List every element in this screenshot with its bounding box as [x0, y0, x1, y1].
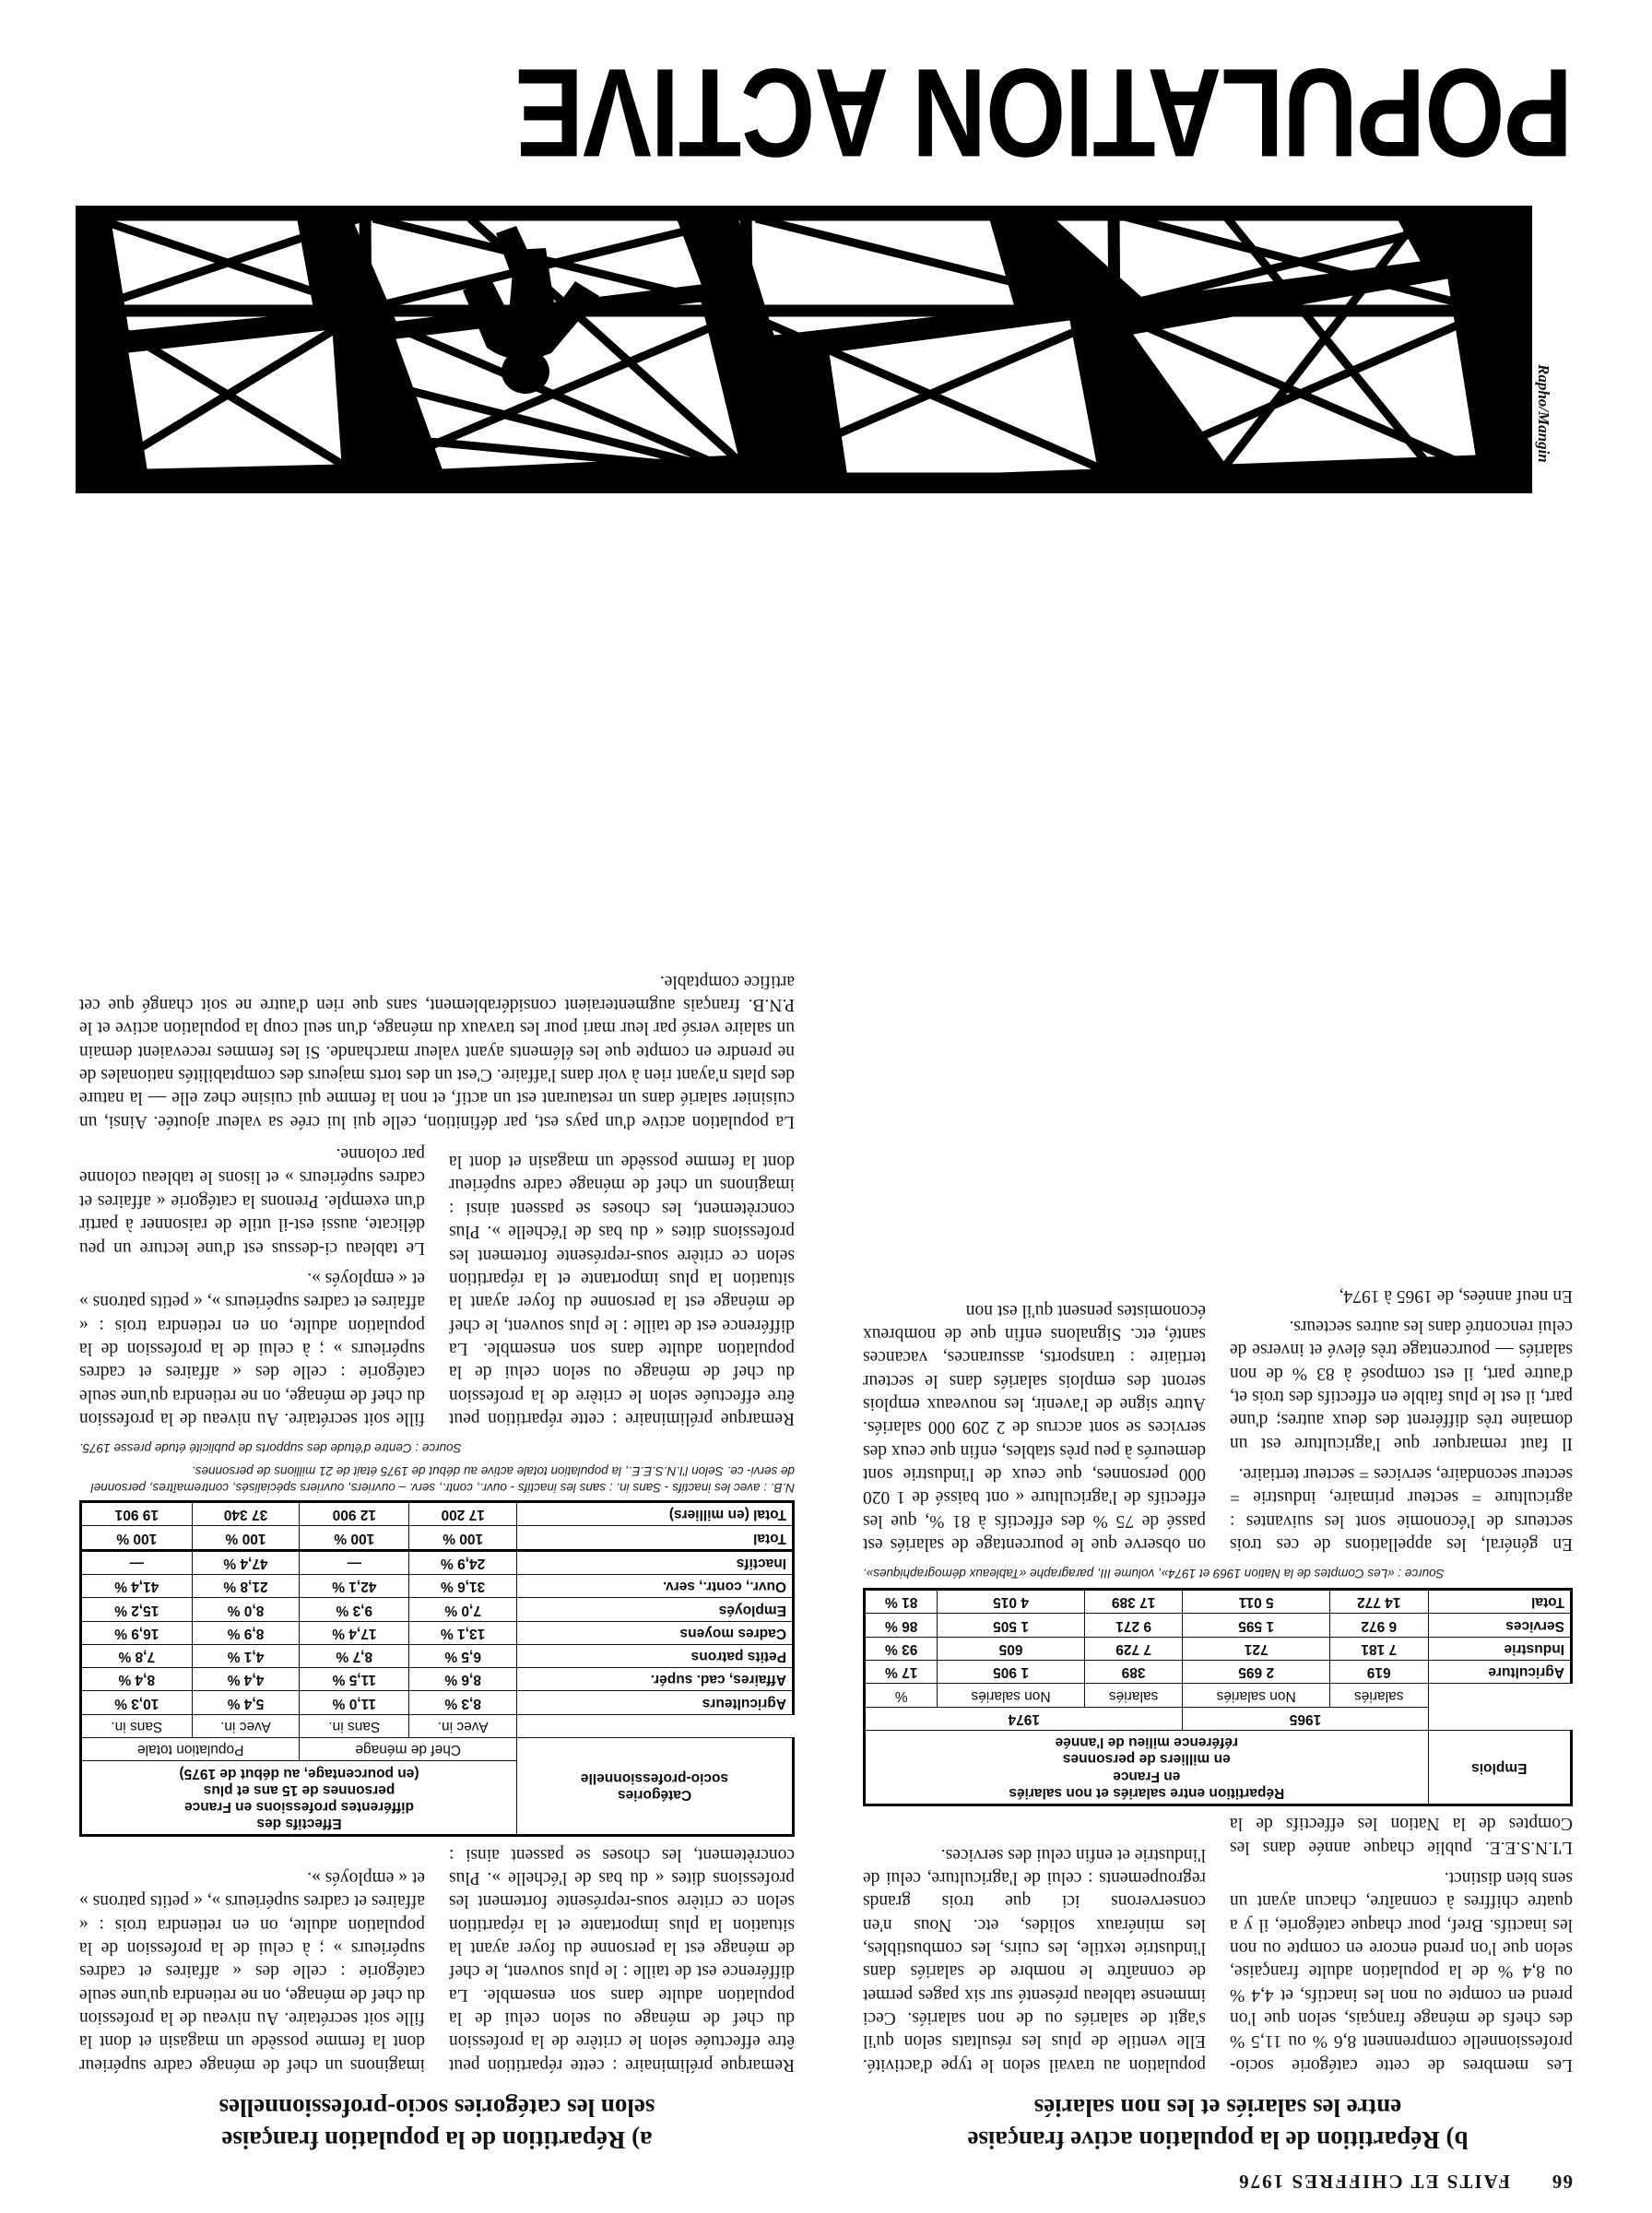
page-number: 66 [1551, 2171, 1573, 2193]
table-a-thousands-label: Total (en milliers) [517, 1502, 794, 1526]
table-row [865, 1637, 1572, 1660]
book-title: FAITS ET CHIFFRES 1976 [1237, 2171, 1510, 2193]
section-b-intro-columns [863, 1812, 1573, 2077]
table-a-row6-c1: — [300, 1550, 409, 1574]
table-a-row0-c0: 8,3 % [409, 1691, 517, 1714]
table-a [79, 1500, 795, 1837]
section-b-para6: En neuf années, de 1965 à 1974, [1339, 1285, 1573, 1306]
table-a-row4-label: Employés [517, 1598, 794, 1621]
table-a-group-pop: Population totale [81, 1737, 300, 1760]
table-row [81, 1621, 794, 1644]
table-b-total-c2: 17 389 [1084, 1590, 1183, 1614]
table-a-caption-row [81, 1761, 794, 1836]
table-a-row6-c0: 24,9 % [409, 1550, 517, 1574]
table-a-thousands-row [81, 1502, 794, 1526]
table-b-row2-c3: 1 505 [938, 1614, 1084, 1637]
table-a-caption-l2: différentes professions en France [184, 1799, 414, 1816]
table-a-sub-chef-sans: Sans in. [300, 1714, 409, 1737]
table-a-row5-c0: 31,6 % [409, 1575, 517, 1598]
table-a-group-chef: Chef de ménage [300, 1737, 517, 1760]
table-a-row5-c2: 21,8 % [192, 1575, 300, 1598]
section-a-heading [79, 2091, 795, 2156]
scaffolding-photo [76, 206, 1532, 493]
table-b-total-c1: 5 011 [1183, 1590, 1329, 1614]
table-a-wrapper [79, 1439, 795, 1837]
table-a-total-c2: 100 % [192, 1526, 300, 1550]
table-a-row4-c1: 9,3 % [300, 1598, 409, 1621]
table-b-row0-c1: 2 695 [1183, 1661, 1329, 1684]
table-row [865, 1614, 1572, 1637]
table-a-subheader-row [81, 1714, 794, 1737]
scaffolding-photo-graphic [77, 207, 1530, 491]
table-b-sub-1974-sal: salariés [1084, 1684, 1183, 1707]
table-a-row1-c1: 11,5 % [300, 1668, 409, 1691]
table-a-caption-l3: personnes de 15 ans et plus [203, 1781, 395, 1798]
table-a-sub-stub-spacer [517, 1714, 794, 1737]
table-a-total-c1: 100 % [300, 1526, 409, 1550]
table-row [865, 1661, 1572, 1684]
table-b [863, 1588, 1573, 1806]
table-b-row0-c2: 389 [1084, 1661, 1183, 1684]
table-b-total-c3: 4 015 [938, 1590, 1084, 1614]
section-b-para3: En général, les appellations de ces trois secteurs de l'économie sont les suivantes : agriculture = secteur primaire, industrie = secteur secondaire, services = secteur tertiaire. [1230, 1464, 1573, 1555]
table-b-row1-c0: 7 181 [1329, 1637, 1428, 1660]
table-a-caption-l1: Effectifs des [256, 1816, 342, 1832]
table-a-total-c3: 100 % [81, 1526, 193, 1550]
table-a-note-l1: N.B. : avec les inactifs - Sans in. : sans les inactifs - [510, 1481, 795, 1496]
table-a-total-c0: 100 % [409, 1526, 517, 1550]
table-b-sub-1965-sal: salariés [1329, 1684, 1428, 1707]
table-a-row2-c1: 8,7 % [300, 1644, 409, 1667]
column-left [863, 1284, 1573, 2156]
table-b-row0-c0: 619 [1329, 1661, 1428, 1684]
section-b-after-table-columns [863, 1284, 1573, 1556]
table-a-row5-c1: 42,1 % [300, 1575, 409, 1598]
table-b-total-c4: 81 % [865, 1590, 938, 1614]
table-a-row3-c0: 13,1 % [409, 1621, 517, 1644]
table-b-sub-1965-nonsal [1183, 1684, 1329, 1707]
table-a-row3-c1: 17,4 % [300, 1621, 409, 1644]
table-row [81, 1691, 794, 1714]
table-b-source: Source : «Les Comptes de la Nation 1969 et 1974», volume III, paragraphe «Tableaux démographiques». [863, 1567, 1445, 1581]
table-a-stub-l1: Catégories [617, 1787, 692, 1804]
table-b-total-row [865, 1590, 1572, 1614]
table-a-row6-c2: 47,4 % [192, 1550, 300, 1574]
table-a-row2-c3: 7,8 % [81, 1644, 193, 1667]
table-b-row2-c2: 9 271 [1084, 1614, 1183, 1637]
table-b-caption [865, 1730, 1429, 1805]
table-b-total-c0: 14 772 [1329, 1590, 1428, 1614]
table-b-row1-label: Industrie [1428, 1637, 1571, 1660]
table-b-caption-row [865, 1730, 1572, 1805]
table-a-total-label: Total [517, 1526, 794, 1550]
section-a-heading-line1: a) Répartition de la population française [221, 2126, 653, 2154]
section-b-para5: on observe que le pourcentage de salariés est passé de 75 % des effectifs à 81 %, que les effectifs de l'agriculture « ont baissé de 1 020 000 personnes, que ceux de l'industrie sont demeurés à peu près stables, enfin que ceux des services se sont accrus de 2 209 000 salariés. Autre signe de l'avenir, les nouveaux emplois seront des emplois salariés dans le secteur tertiaire : transports, assurances, vacances santé, etc. Signalons enfin que de nombreux économistes pensent qu'il est non [863, 1300, 1206, 1555]
table-row [81, 1668, 794, 1691]
table-a-row2-label: Petits patrons [517, 1644, 794, 1667]
section-a-para2: Le tableau ci-dessus est d'une lecture un peu délicate, aussi est-il utile de raisonner à partir d'un exemple. Prenons la catégorie « affaires et cadres supérieurs » et lisons le tableau colonne par colonne. [79, 1144, 425, 1258]
table-a-row0-c3: 10,3 % [81, 1691, 193, 1714]
section-b-heading-line1: b) Répartition de la population active française [967, 2126, 1469, 2154]
table-a-source: Source : Centre d'étude des supports de publicité étude presse 1975. [79, 1441, 462, 1455]
section-b-para1: Les membres de cette catégorie socio-professionnelle comprennent 8,6 % ou 11,5 % des chefs de ménage français, selon que l'on prend en compte ou non les inactifs, et 4,4 % ou 8,4 % de la population adulte française, selon que l'on prend encore en compte ou non les inactifs. Bref, pour chaque catégorie, il y a quatre chiffres à connaître, chacun ayant un sens bien distinct. [1230, 1868, 1573, 2075]
section-a-after-table-columns [79, 1142, 795, 1430]
section-a-intro-block [79, 969, 795, 1132]
running-head [79, 2170, 1573, 2193]
table-a-row4-c0: 7,0 % [409, 1598, 517, 1621]
table-b-sub-pct: % [865, 1684, 938, 1707]
table-a-row6-c3: — [81, 1550, 193, 1574]
section-a-heading-line2: selon les catégories socio-professionnelles [218, 2093, 655, 2122]
table-b-year-1974: 1974 [865, 1707, 1183, 1730]
table-b-row2-c1: 1 595 [1183, 1614, 1329, 1637]
table-b-row1-c2: 7 729 [1084, 1637, 1183, 1660]
table-b-row0-c3: 1 905 [938, 1661, 1084, 1684]
table-a-stub-l2: socio-professionnelle [580, 1770, 729, 1787]
table-b-year-stub-spacer [1428, 1707, 1571, 1730]
table-a-caption-l4: (en pourcentage, au début de 1975) [179, 1765, 419, 1781]
table-b-sub-1965-nonsal-text: Non salariés [1216, 1687, 1296, 1704]
table-a-row0-c2: 5,4 % [192, 1691, 300, 1714]
section-a-para1: Remarque préliminaire : cette répartition peut être effectuée selon le critère de la profession du chef de ménage ou selon celui de la population adulte dans son ensemble. La différence est de taille : le plus souvent, le chef de ménage est la personne du foyer ayant la situation la plus importante et la répartition selon ce critère sous-représente fortement les professions dites « du bas de l'échelle ». Plus concrètement, les choses se passent ainsi : imaginons un chef de ménage cadre supérieur dont la femme possède un magasin et dont la fille soit secrétaire. Au niveau de la profession du chef de ménage, on ne retiendra qu'une seule catégorie : celle des « affaires et cadres supérieurs » ; à celui de la profession de la population adulte, on en retiendra trois : « affaires et cadres supérieurs », « petits patrons » et « employés ». [79, 1844, 795, 2075]
table-b-stub-header: Emplois [1428, 1730, 1571, 1805]
table-b-row0-label: Agriculture [1428, 1661, 1571, 1684]
table-a-row1-c2: 4,4 % [192, 1668, 300, 1691]
table-a-sub-pop-sans: Sans in. [81, 1714, 193, 1737]
section-a-intro: La population active d'un pays est, par définition, celle qui lui crée sa valeur ajoutée. Ainsi, un cuisinier salarié dans un restaurant est un actif, et non la femme qui cuisine chez elle — la nature des plats n'ayant rien à voir dans l'affaire. C'est un des torts majeurs des comptabilités nationales de ne prendre en compte que les éléments ayant valeur marchande. Si les femmes recevaient demain un salaire versé par leur mari pour les travaux du ménage, d'un seul coup la population active et le P.N.B. français augmenteraient considérablement, sans que rien d'autre ne soit changé que cet artifice comptable. [79, 971, 795, 1131]
table-a-row4-c3: 15,2 % [81, 1598, 193, 1621]
table-b-wrapper [863, 1565, 1573, 1806]
table-a-row3-label: Cadres moyens [517, 1621, 794, 1644]
table-b-caption-l3: en milliers de personnes [1062, 1751, 1231, 1768]
table-b-year-header-row [865, 1707, 1572, 1730]
table-row [81, 1550, 794, 1574]
photo-credit: Rapho/Mangin [1535, 364, 1552, 463]
table-a-row4-c2: 8,0 % [192, 1598, 300, 1621]
table-a-sub-pop-avec: Avec in. [192, 1714, 300, 1737]
table-a-row1-c3: 8,4 % [81, 1668, 193, 1691]
table-a-note-l2: ouvr., contr., serv. – ouvriers, ouvriers spécialisés, contremaîtres, personnel de servi- [90, 1464, 795, 1496]
photo-block [79, 189, 1573, 493]
section-a-intro-columns [79, 1842, 795, 2076]
table-a-thousands-c1: 12 900 [300, 1502, 409, 1526]
table-a-thousands-c3: 19 901 [81, 1502, 193, 1526]
table-row [81, 1598, 794, 1621]
table-a-row2-c0: 6,5 % [409, 1644, 517, 1667]
table-a-note [79, 1462, 795, 1496]
table-b-caption-l4: référence milieu de l'année [1055, 1734, 1238, 1751]
column-right [79, 961, 795, 2156]
table-b-row1-c3: 605 [938, 1637, 1084, 1660]
table-b-caption-l1: Répartition entre salariés et non salariés [1009, 1785, 1285, 1802]
table-b-subheader-row [865, 1684, 1572, 1707]
table-a-row2-c2: 4,1 % [192, 1644, 300, 1667]
table-a-row5-label: Ouvr., contr., serv. [517, 1575, 794, 1598]
section-b-para4: Il faut remarquer que l'agriculture est un domaine très différent des deux autres; d'une part, il est le plus faible en effectifs des trois et, d'autre part, il est composé à 83 % de non salariés — pourcentage très élevé et inverse de celui rencontré dans les autres secteurs. [1230, 1317, 1573, 1453]
table-a-thousands-c0: 17 200 [409, 1502, 517, 1526]
table-a-note-l4: Selon l'I.N.S.E.E., la population totale active au début de 1975 était de 21 millions de personnes. [191, 1464, 724, 1479]
table-b-sub-stub-spacer [1428, 1684, 1571, 1707]
table-row [81, 1575, 794, 1598]
table-b-total-label: Total [1428, 1590, 1571, 1614]
table-a-row0-c1: 11,0 % [300, 1691, 409, 1714]
page-big-title: POPULATION ACTIVE [515, 42, 1573, 183]
table-a-sub-chef-avec: Avec in. [409, 1714, 517, 1737]
table-a-total-row [81, 1526, 794, 1550]
table-a-row6-label: Inactifs [517, 1550, 794, 1574]
table-b-row1-c4: 93 % [865, 1637, 938, 1660]
section-b-heading [863, 2091, 1573, 2156]
table-row [81, 1644, 794, 1667]
section-b-para2: L'I.N.S.E.E. publie chaque année dans les Comptes de la Nation les effectifs de la population au travail selon le type d'activité. Elle ventile de plus les résultats selon qu'il s'agit de salariés ou de non salariés. Ceci immense tableau présenté sur six pages permet de connaître le nombre de salariés dans l'industrie textile, les cuirs, les combustibles, les minéraux solides, etc. Nous n'en conserverons ici que trois grands regroupements : celui de l'agriculture, celui de l'industrie et enfin celui des services. [863, 1814, 1573, 2075]
table-b-row2-c4: 86 % [865, 1614, 938, 1637]
table-b-row2-c0: 6 972 [1329, 1614, 1428, 1637]
table-a-caption [81, 1761, 517, 1836]
table-a-row3-c2: 8,9 % [192, 1621, 300, 1644]
table-b-sub-1974-nonsal: Non salariés [938, 1684, 1084, 1707]
table-a-row1-label: Affaires, cad. supér. [517, 1668, 794, 1691]
table-b-row2-label: Services [1428, 1614, 1571, 1637]
section-a-para1b: Remarque préliminaire : cette répartition peut être effectuée selon le critère de la profession du chef de ménage ou selon celui de la population adulte dans son ensemble. La différence est de taille : le plus souvent, le chef de ménage est la personne du foyer ayant la situation la plus importante et la répartition selon ce critère sous-représente fortement les professions dites « du bas de l'échelle ». Plus concrètement, les choses se passent ainsi : imaginons un chef de ménage cadre supérieur dont la femme possède un magasin et dont la fille soit secrétaire. Au niveau de la profession du chef de ménage, on ne retiendra qu'une seule catégorie : celle des « affaires et cadres supérieurs » ; à celui de la profession de la population adulte, on en retiendra trois : « affaires et cadres supérieurs », « petits patrons » et « employés ». [79, 1152, 795, 1428]
table-a-thousands-c2: 37 340 [192, 1502, 300, 1526]
section-b-heading-line2: entre les salariés et les non salariés [1033, 2093, 1402, 2122]
table-b-year-1965: 1965 [1183, 1707, 1428, 1730]
table-b-row1-c1: 721 [1183, 1637, 1329, 1660]
table-a-row0-label: Agriculteurs [517, 1691, 794, 1714]
table-a-stub-header [517, 1737, 794, 1835]
table-a-note-l3: ce. [726, 1464, 744, 1479]
table-b-caption-l2: en France [1113, 1768, 1181, 1784]
table-a-row3-c3: 16,9 % [81, 1621, 193, 1644]
table-a-row5-c3: 41,4 % [81, 1575, 193, 1598]
table-b-row0-c4: 17 % [865, 1661, 938, 1684]
table-a-row1-c0: 8,6 % [409, 1668, 517, 1691]
